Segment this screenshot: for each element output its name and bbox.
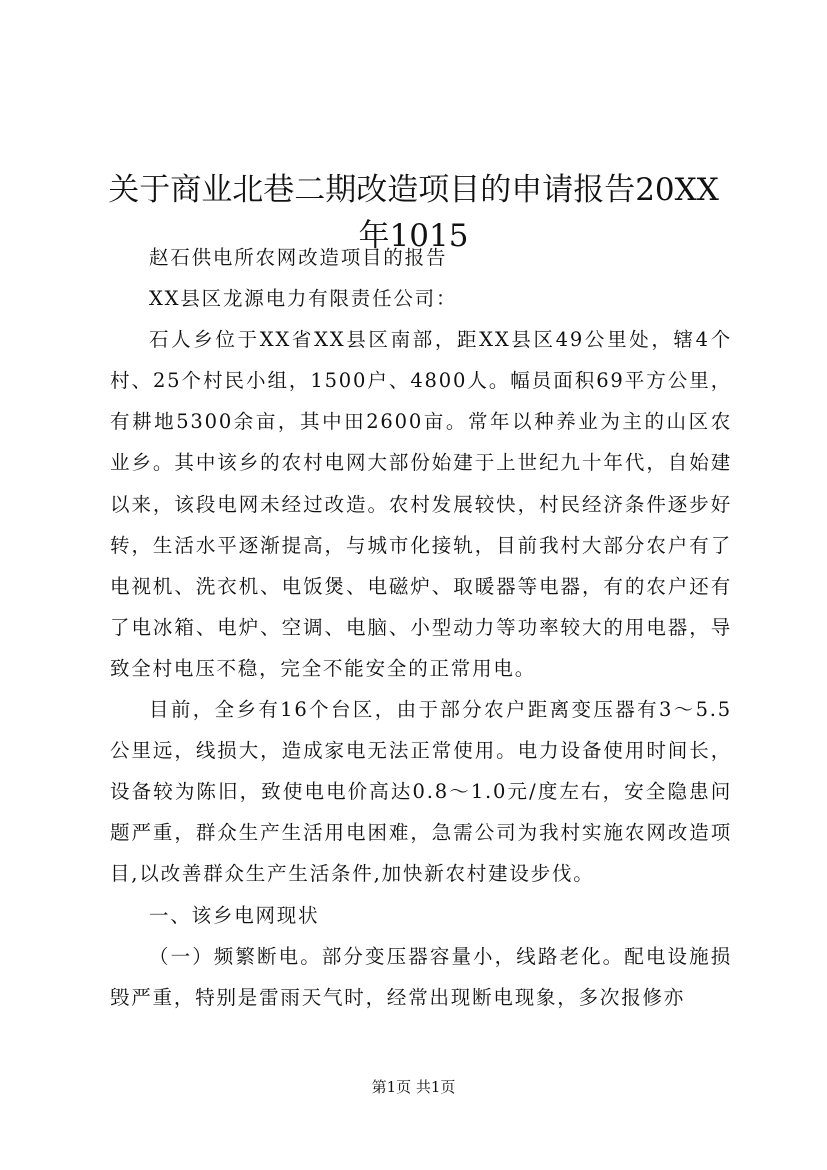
- document-title: 关于商业北巷二期改造项目的申请报告20XX年1015: [108, 171, 719, 254]
- paragraph-subject: 赵石供电所农网改造项目的报告: [149, 246, 448, 269]
- paragraph-addressee: XX县区龙源电力有限责任公司：: [149, 287, 458, 311]
- paragraph-current-situation: 目前，全乡有16个台区，由于部分农户距离变压器有3～5.5公里远，线损大，造成家电无法正常使用。电力设备使用时间长，设备较为陈旧，致使电电价高达0.8～1.0元/度左右，安全隐患问题严重，群众生产生活用电困难，急需公司为我村实施农网改造项目,以改善群众生产生活条件,加快新农村建设步伐。: [110, 698, 732, 886]
- document-body: [110, 237, 732, 1018]
- page-footer: 第1页 共1页: [371, 1078, 456, 1096]
- paragraph-background: 石人乡位于XX省XX县区南部，距XX县区49公里处，辖4个村、25个村民小组，1500户、4800人。幅员面积69平方公里，有耕地5300余亩，其中田2600亩。常年以种养业为主的山区农业乡。其中该乡的农村电网大部份始建于上世纪九十年代，自始建以来，该段电网未经过改造。农村发展较快，村民经济条件逐步好转，生活水平逐渐提高，与城市化接轨，目前我村大部分农户有了电视机、洗衣机、电饭煲、电磁炉、取暖器等电器，有的农户还有了电冰箱、电炉、空调、电脑、小型动力等功率较大的用电器，导致全村电压不稳，完全不能安全的正常用电。: [110, 328, 732, 680]
- section-heading: 一、该乡电网现状: [149, 903, 320, 927]
- paragraph-frequent-outage: （一）频繁断电。部分变压器容量小，线路老化。配电设施损毁严重，特别是雷雨天气时，经常出现断电现象，多次报修亦: [110, 944, 732, 1009]
